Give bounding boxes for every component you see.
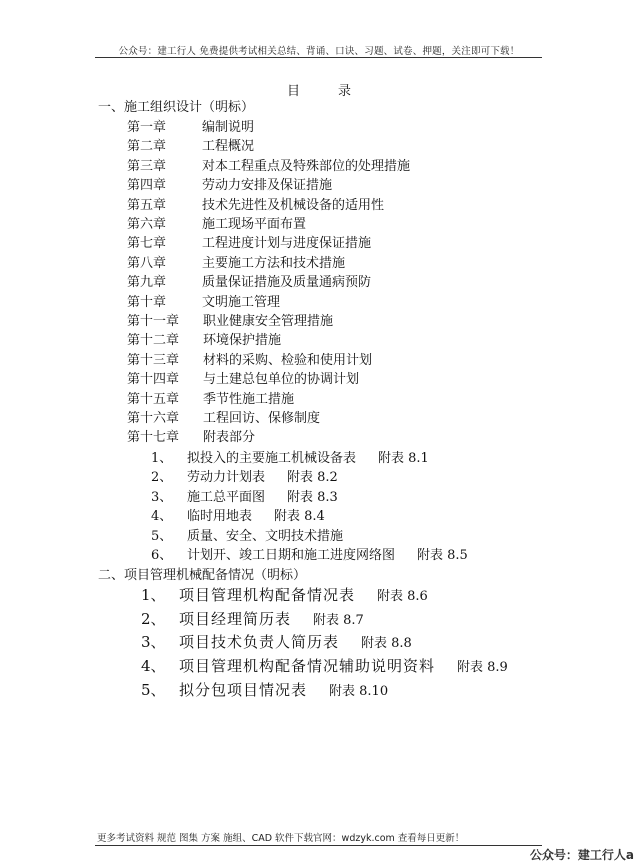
chapter-title: 工程进度计划与进度保证措施 bbox=[202, 236, 372, 252]
annex-number: 1、 bbox=[151, 451, 173, 466]
chapter-number: 第三章 bbox=[127, 158, 167, 174]
item-title-text: 项目管理机构配备情况表 bbox=[179, 586, 356, 604]
chapter-number: 第六章 bbox=[127, 217, 167, 232]
item-title bbox=[179, 631, 412, 652]
chapter-title: 附表部分 bbox=[203, 430, 256, 446]
chapter-title: 工程回访、保修制度 bbox=[203, 411, 321, 426]
item-title-text: 拟分包项目情况表 bbox=[179, 680, 308, 699]
chapter-number: 第十四章 bbox=[127, 372, 180, 388]
item-title-text: 项目经理简历表 bbox=[179, 609, 292, 628]
chapter-number: 第一章 bbox=[127, 120, 167, 135]
chapter-number: 第十七章 bbox=[127, 430, 180, 446]
item-number: 5、 bbox=[141, 680, 166, 699]
chapter-title: 文明施工管理 bbox=[202, 294, 281, 310]
annex-title-text: 劳动力计划表 bbox=[187, 470, 266, 486]
annex-number: 2、 bbox=[151, 470, 173, 486]
item-title bbox=[179, 584, 428, 605]
chapter-number: 第十二章 bbox=[127, 333, 180, 349]
chapter-number: 第四章 bbox=[127, 178, 167, 194]
chapter-title: 环境保护措施 bbox=[203, 333, 282, 349]
chapter-number: 第八章 bbox=[127, 255, 167, 271]
section-1-heading: 一、施工组织设计（明标） bbox=[98, 100, 255, 115]
page-footer-text: 更多考试资料 规范 图集 方案 施组、CAD 软件下载官网：wdzyk.com 查看每日更新！ bbox=[97, 833, 465, 844]
chapter-number: 第十六章 bbox=[127, 411, 180, 426]
chapter-number: 第七章 bbox=[127, 236, 167, 252]
chapter-title: 与土建总包单位的协调计划 bbox=[203, 372, 360, 388]
item-number: 3、 bbox=[141, 633, 166, 652]
annex-number: 5、 bbox=[151, 528, 173, 544]
item-ref: 附表 8.9 bbox=[457, 660, 508, 676]
annex-title bbox=[187, 466, 338, 485]
annex-title-text: 拟投入的主要施工机械设备表 bbox=[187, 451, 357, 466]
item-number: 2、 bbox=[141, 609, 166, 628]
chapter-title: 主要施工方法和技术措施 bbox=[202, 255, 346, 271]
chapter-title: 技术先进性及机械设备的适用性 bbox=[202, 197, 385, 213]
chapter-title: 编制说明 bbox=[202, 120, 255, 135]
toc-title: 目录 bbox=[286, 84, 389, 99]
page-header-text: 公众号：建工行人 免费提供考试相关总结、背诵、口诀、习题、试卷、押题，关注即可下载！ bbox=[118, 46, 520, 57]
annex-number: 4、 bbox=[151, 509, 173, 525]
annex-ref: 附表 8.3 bbox=[287, 489, 338, 505]
chapter-number: 第十一章 bbox=[127, 314, 180, 329]
item-ref: 附表 8.6 bbox=[377, 589, 428, 604]
chapter-title: 材料的采购、检验和使用计划 bbox=[203, 352, 373, 368]
item-ref: 附表 8.7 bbox=[313, 612, 364, 628]
chapter-number: 第五章 bbox=[127, 197, 167, 213]
chapter-number: 第十五章 bbox=[127, 391, 180, 407]
annex-title-text: 质量、安全、文明技术措施 bbox=[187, 528, 344, 544]
chapter-title: 劳动力安排及保证措施 bbox=[202, 178, 333, 194]
annex-title bbox=[187, 525, 365, 544]
chapter-title: 职业健康安全管理措施 bbox=[203, 314, 334, 329]
chapter-title: 工程概况 bbox=[202, 139, 255, 155]
chapter-number: 第二章 bbox=[127, 139, 167, 155]
annex-title bbox=[187, 447, 429, 466]
section-2-heading: 二、项目管理机械配备情况（明标） bbox=[98, 568, 307, 583]
annex-ref: 附表 8.2 bbox=[287, 470, 338, 486]
annex-title bbox=[187, 486, 338, 505]
item-number: 1、 bbox=[141, 586, 166, 604]
annex-ref: 附表 8.5 bbox=[417, 548, 468, 563]
header-divider bbox=[95, 57, 542, 58]
annex-ref: 附表 8.4 bbox=[274, 509, 325, 525]
chapter-title: 施工现场平面布置 bbox=[202, 217, 307, 232]
item-title bbox=[179, 655, 508, 676]
annex-ref: 附表 8.1 bbox=[378, 451, 429, 466]
chapter-number: 第十章 bbox=[127, 294, 167, 310]
item-number: 4、 bbox=[141, 657, 166, 676]
footer-divider bbox=[95, 845, 542, 846]
annex-title bbox=[187, 505, 325, 524]
watermark-text: 公众号：建工行人a bbox=[529, 848, 634, 862]
item-title bbox=[179, 608, 364, 629]
chapter-number: 第十三章 bbox=[127, 352, 180, 368]
item-title-text: 项目管理机构配备情况辅助说明资料 bbox=[179, 657, 436, 676]
item-title-text: 项目技术负责人简历表 bbox=[179, 633, 340, 652]
item-ref: 附表 8.8 bbox=[361, 636, 412, 652]
chapter-title: 质量保证措施及质量通病预防 bbox=[202, 275, 372, 291]
annex-title-text: 临时用地表 bbox=[187, 509, 253, 525]
annex-number: 6、 bbox=[151, 548, 173, 563]
chapter-title: 对本工程重点及特殊部位的处理措施 bbox=[202, 158, 411, 174]
chapter-number: 第九章 bbox=[127, 275, 167, 291]
chapter-title: 季节性施工措施 bbox=[203, 391, 295, 407]
item-title bbox=[179, 679, 388, 700]
annex-title-text: 计划开、竣工日期和施工进度网络图 bbox=[187, 548, 396, 563]
annex-number: 3、 bbox=[151, 489, 173, 505]
annex-title-text: 施工总平面图 bbox=[187, 489, 266, 505]
annex-title bbox=[187, 544, 468, 563]
item-ref: 附表 8.10 bbox=[329, 683, 389, 699]
